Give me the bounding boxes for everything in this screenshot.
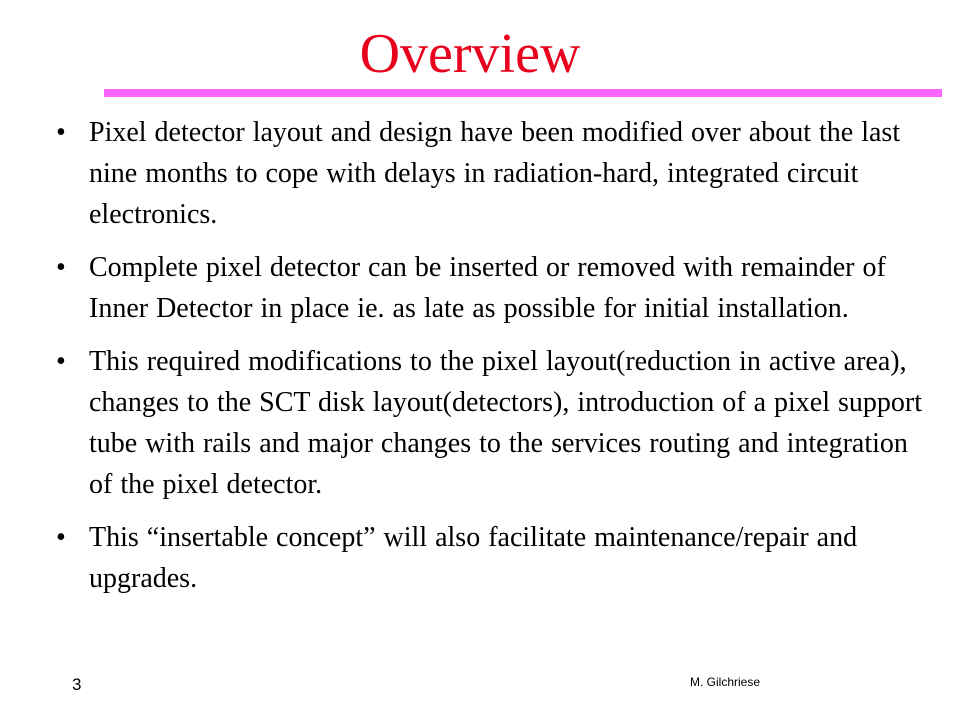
- bullet-text: Pixel detector layout and design have been modified over about the last nine months to cope with delays in radiation-hard, integrated circuit electronics.: [89, 117, 901, 230]
- bullet-item: [52, 341, 922, 505]
- bullet-text: Complete pixel detector can be inserted or removed with remainder of Inner Detector in place ie. as late as possible for initial installation.: [89, 252, 886, 324]
- bullet-icon: •: [56, 117, 66, 148]
- bullet-icon: •: [56, 522, 66, 553]
- page-number: 3: [72, 675, 82, 694]
- bullet-text: This “insertable concept” will also facilitate maintenance/repair and upgrades.: [89, 522, 858, 594]
- bullet-item: [52, 517, 922, 599]
- bullet-item: [52, 247, 922, 329]
- bullet-item: [52, 112, 922, 235]
- slide-title: Overview: [359, 23, 581, 85]
- bullet-icon: •: [56, 346, 66, 377]
- bullet-list: [52, 112, 922, 611]
- title-underline: [104, 89, 942, 97]
- bullet-icon: •: [56, 252, 66, 283]
- bullet-text: This required modifications to the pixel layout(reduction in active area), changes to the SCT disk layout(detectors), introduction of a pixel support tube with rails and major changes to the services routing and integration of the pixel detector.: [89, 346, 922, 500]
- author-footer: M. Gilchriese: [690, 675, 761, 689]
